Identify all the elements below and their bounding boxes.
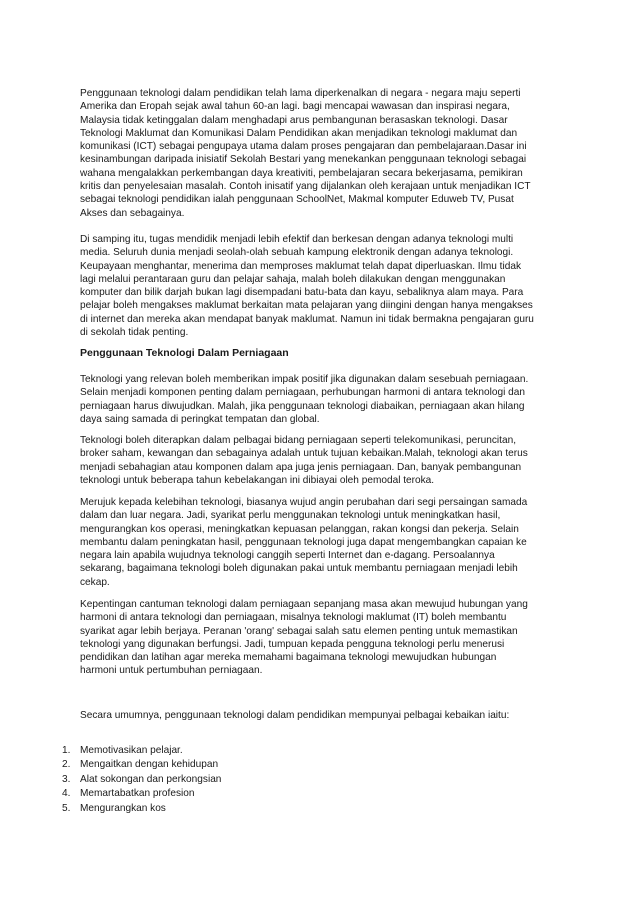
list-item <box>62 802 221 816</box>
list-text: Memartabatkan profesion <box>80 788 195 800</box>
list-number: 5. <box>62 802 71 814</box>
list-item <box>62 744 221 758</box>
paragraph-fields: Teknologi boleh diterapkan dalam pelbagai bidang perniagaan seperti telekomunikasi, peruncitan, broker saham, kewangan dan sebagainya adalah untuk tujuan kebaikan.Malah, teknologi akan terus menjadi sebahagian atau komponen dalam apa juga jenis perniagaan. Dan, banyak pembangunan teknologi untuk beberapa tahun kebelakangan ini dibiayai oleh pemodal teroka. <box>80 435 528 486</box>
list-text: Memotivasikan pelajar. <box>80 745 183 756</box>
benefits-list <box>62 744 221 816</box>
list-item <box>62 787 221 801</box>
paragraph-intro: Penggunaan teknologi dalam pendidikan telah lama diperkenalkan di negara - negara maju seperti Amerika dan Eropah sejak awal tahun 60-an lagi. bagi mencapai wawasan dan inspirasi negara, Malaysia tidak ketinggalan dalam menghadapi arus pembangunan berasaskan teknologi. Dasar Teknologi Maklumat dan Komunikasi Dalam Pendidikan akan menjadikan teknologi maklumat dan komunikasi (ICT) sebagai pengupaya utama dalam proses pengajaran dan pembelajaraan.Dasar ini kesinambungan daripada inisiatif Sekolah Bestari yang menekankan penggunaan teknologi sebagai wahana mengalakkan perkembangan daya kreativiti, pembelajaran secara bekerjasama, pemikiran kritis dan penyelesaian masalah. Contoh inisatif yang dijalankan oleh kerajaan untuk menjadikan ICT sebagai teknologi pendidikan ialah penggunaan SchoolNet, Makmal komputer Eduweb TV, Pusat Akses dan sebagainya. <box>80 88 531 219</box>
list-number: 3. <box>62 773 71 785</box>
list-item <box>62 773 221 787</box>
list-text: Mengaitkan dengan kehidupan <box>80 759 219 771</box>
paragraph-multimedia: Di samping itu, tugas mendidik menjadi lebih efektif dan berkesan dengan adanya teknologi multi media. Seluruh dunia menjadi seolah-olah sebuah kampung elektronik dengan adanya teknologi. Keupayaan menghantar, menerima dan memproses maklumat telah dapat diperluaskan. Ilmu tidak lagi melalui perantaraan guru dan pelajar sahaja, malah boleh dilakukan dengan menggunakan komputer dan bilik darjah bukan lagi disempadani batu-bata dan kayu, sebaliknya alam maya. Para pelajar boleh mengakses maklumat berkaitan mata pelajaran yang diingini dengan hanya mengakses di internet dan mereka akan mendapat banyak maklumat. Namun ini tidak bermakna pengajaran guru di sekolah tidak penting. <box>80 234 534 339</box>
list-number: 2. <box>62 759 71 771</box>
list-text: Mengurangkan kos <box>80 802 166 814</box>
paragraph-relevance: Teknologi yang relevan boleh memberikan impak positif jika digunakan dalam sesebuah perniagaan. Selain menjadi komponen penting dalam perniagaan, perhubungan harmoni di antara teknologi dan perniagaan harus diwujudkan. Malah, jika penggunaan teknologi diabaikan, perniagaan akan hilang daya saing samada di peringkat tempatan dan global. <box>80 374 529 425</box>
section-heading: Penggunaan Teknologi Dalam Perniagaan <box>80 347 289 359</box>
list-number: 4. <box>62 788 71 800</box>
list-number: 1. <box>62 745 71 756</box>
list-item <box>62 758 221 772</box>
paragraph-integration: Kepentingan cantuman teknologi dalam perniagaan sepanjang masa akan mewujud hubungan yang harmoni di antara teknologi dan perniagaan, misalnya teknologi maklumat (IT) boleh membantu syarikat agar lebih berjaya. Peranan 'orang' sebagai salah satu elemen penting untuk memastikan teknologi yang digunakan berfungsi. Jadi, tumpuan kepada pengguna teknologi perlu menerusi pendidikan dan latihan agar mereka memahami bagaimana teknologi mewujudkan hubungan harmoni untuk pertumbuhan perniagaan. <box>80 599 528 677</box>
list-text: Alat sokongan dan perkongsian <box>80 773 222 785</box>
paragraph-advantages: Merujuk kepada kelebihan teknologi, biasanya wujud angin perubahan dari segi persaingan samada dalam dan luar negara. Jadi, syarikat perlu menggunakan teknologi untuk meningkatkan hasil, mengurangkan kos operasi, meningkatkan kepuasan pelanggan, rakan kongsi dan pekerja. Selain membantu dalam peningkatan hasil, penggunaan teknologi juga dapat mengembangkan capaian ke negara lain apabila wujudnya teknologi canggih seperti Internet dan e-dagang. Persoalannya sekarang, bagaimana teknologi boleh digunakan pakai untuk membantu perniagaan menjadi lebih cekap. <box>80 497 528 588</box>
paragraph-summary: Secara umumnya, penggunaan teknologi dalam pendidikan mempunyai pelbagai kebaikan iaitu: <box>80 710 510 721</box>
